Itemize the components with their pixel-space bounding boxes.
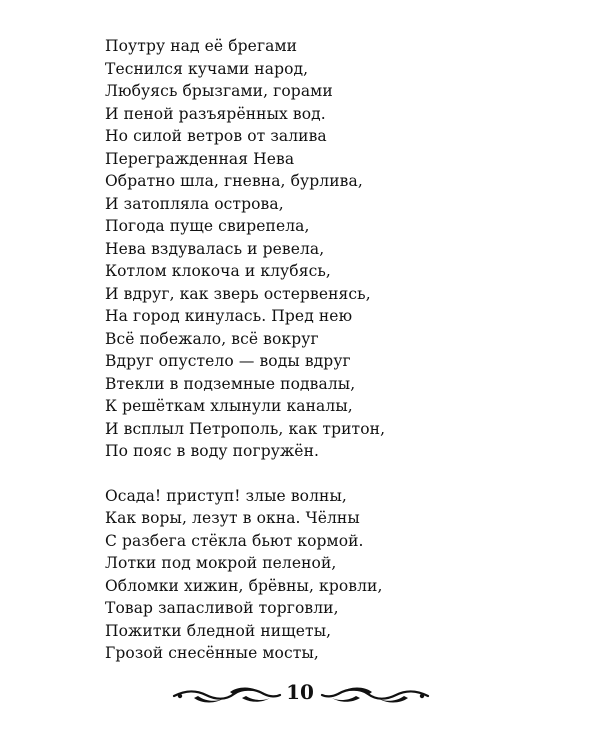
poem-line: Котлом клокоча и клубясь,: [105, 262, 331, 280]
poem-line: Нева вздувалась и ревела,: [105, 239, 325, 258]
poem-line: Любуясь брызгами, горами: [105, 82, 333, 100]
poem-line: По пояс в воду погружён.: [105, 442, 320, 460]
poem-line: Лотки под мокрой пеленой,: [105, 554, 337, 572]
poem-line: Всё побежало, всё вокруг: [105, 329, 319, 348]
poem-line: И пеной разъярённых вод.: [105, 104, 326, 123]
page-footer: [0, 676, 600, 716]
poem-line: Товар запасливой торговли,: [105, 599, 339, 617]
poem-line: Теснился кучами народ,: [105, 59, 309, 78]
poem-line: С разбега стёкла бьют кормой.: [105, 531, 364, 550]
poem-line: Но силой ветров от залива: [105, 127, 327, 145]
poem-line: И вдруг, как зверь остервенясь,: [105, 284, 371, 303]
flourish-ornament-icon: [172, 684, 282, 706]
poem-line: На город кинулась. Пред нею: [105, 307, 353, 325]
poem-line: Втекли в подземные подвалы,: [105, 374, 356, 393]
page-number: 10: [286, 680, 314, 704]
poem-line: Осада! приступ! злые волны,: [105, 486, 347, 505]
poem-line: К решёткам хлынули каналы,: [105, 397, 353, 415]
poem-text: [105, 35, 565, 665]
stanza-2: [105, 485, 565, 665]
poem-line: Поутру над её брегами: [105, 37, 298, 55]
stanza-1: [105, 35, 565, 463]
poem-line: Грозой снесённые мосты,: [105, 644, 319, 662]
poem-line: Перегражденная Нева: [105, 149, 295, 168]
poem-line: Обратно шла, гневна, бурлива,: [105, 172, 363, 190]
poem-line: Пожитки бледной нищеты,: [105, 621, 332, 640]
poem-line: Погода пуще свирепела,: [105, 217, 310, 235]
flourish-ornament-icon: [320, 684, 430, 706]
poem-line: Обломки хижин, брёвны, кровли,: [105, 576, 383, 595]
poem-line: Как воры, лезут в окна. Чёлны: [105, 509, 360, 527]
poem-line: Вдруг опустело — воды вдруг: [105, 352, 351, 370]
poem-line: И всплыл Петрополь, как тритон,: [105, 419, 386, 438]
poem-line: И затопляла острова,: [105, 194, 284, 213]
